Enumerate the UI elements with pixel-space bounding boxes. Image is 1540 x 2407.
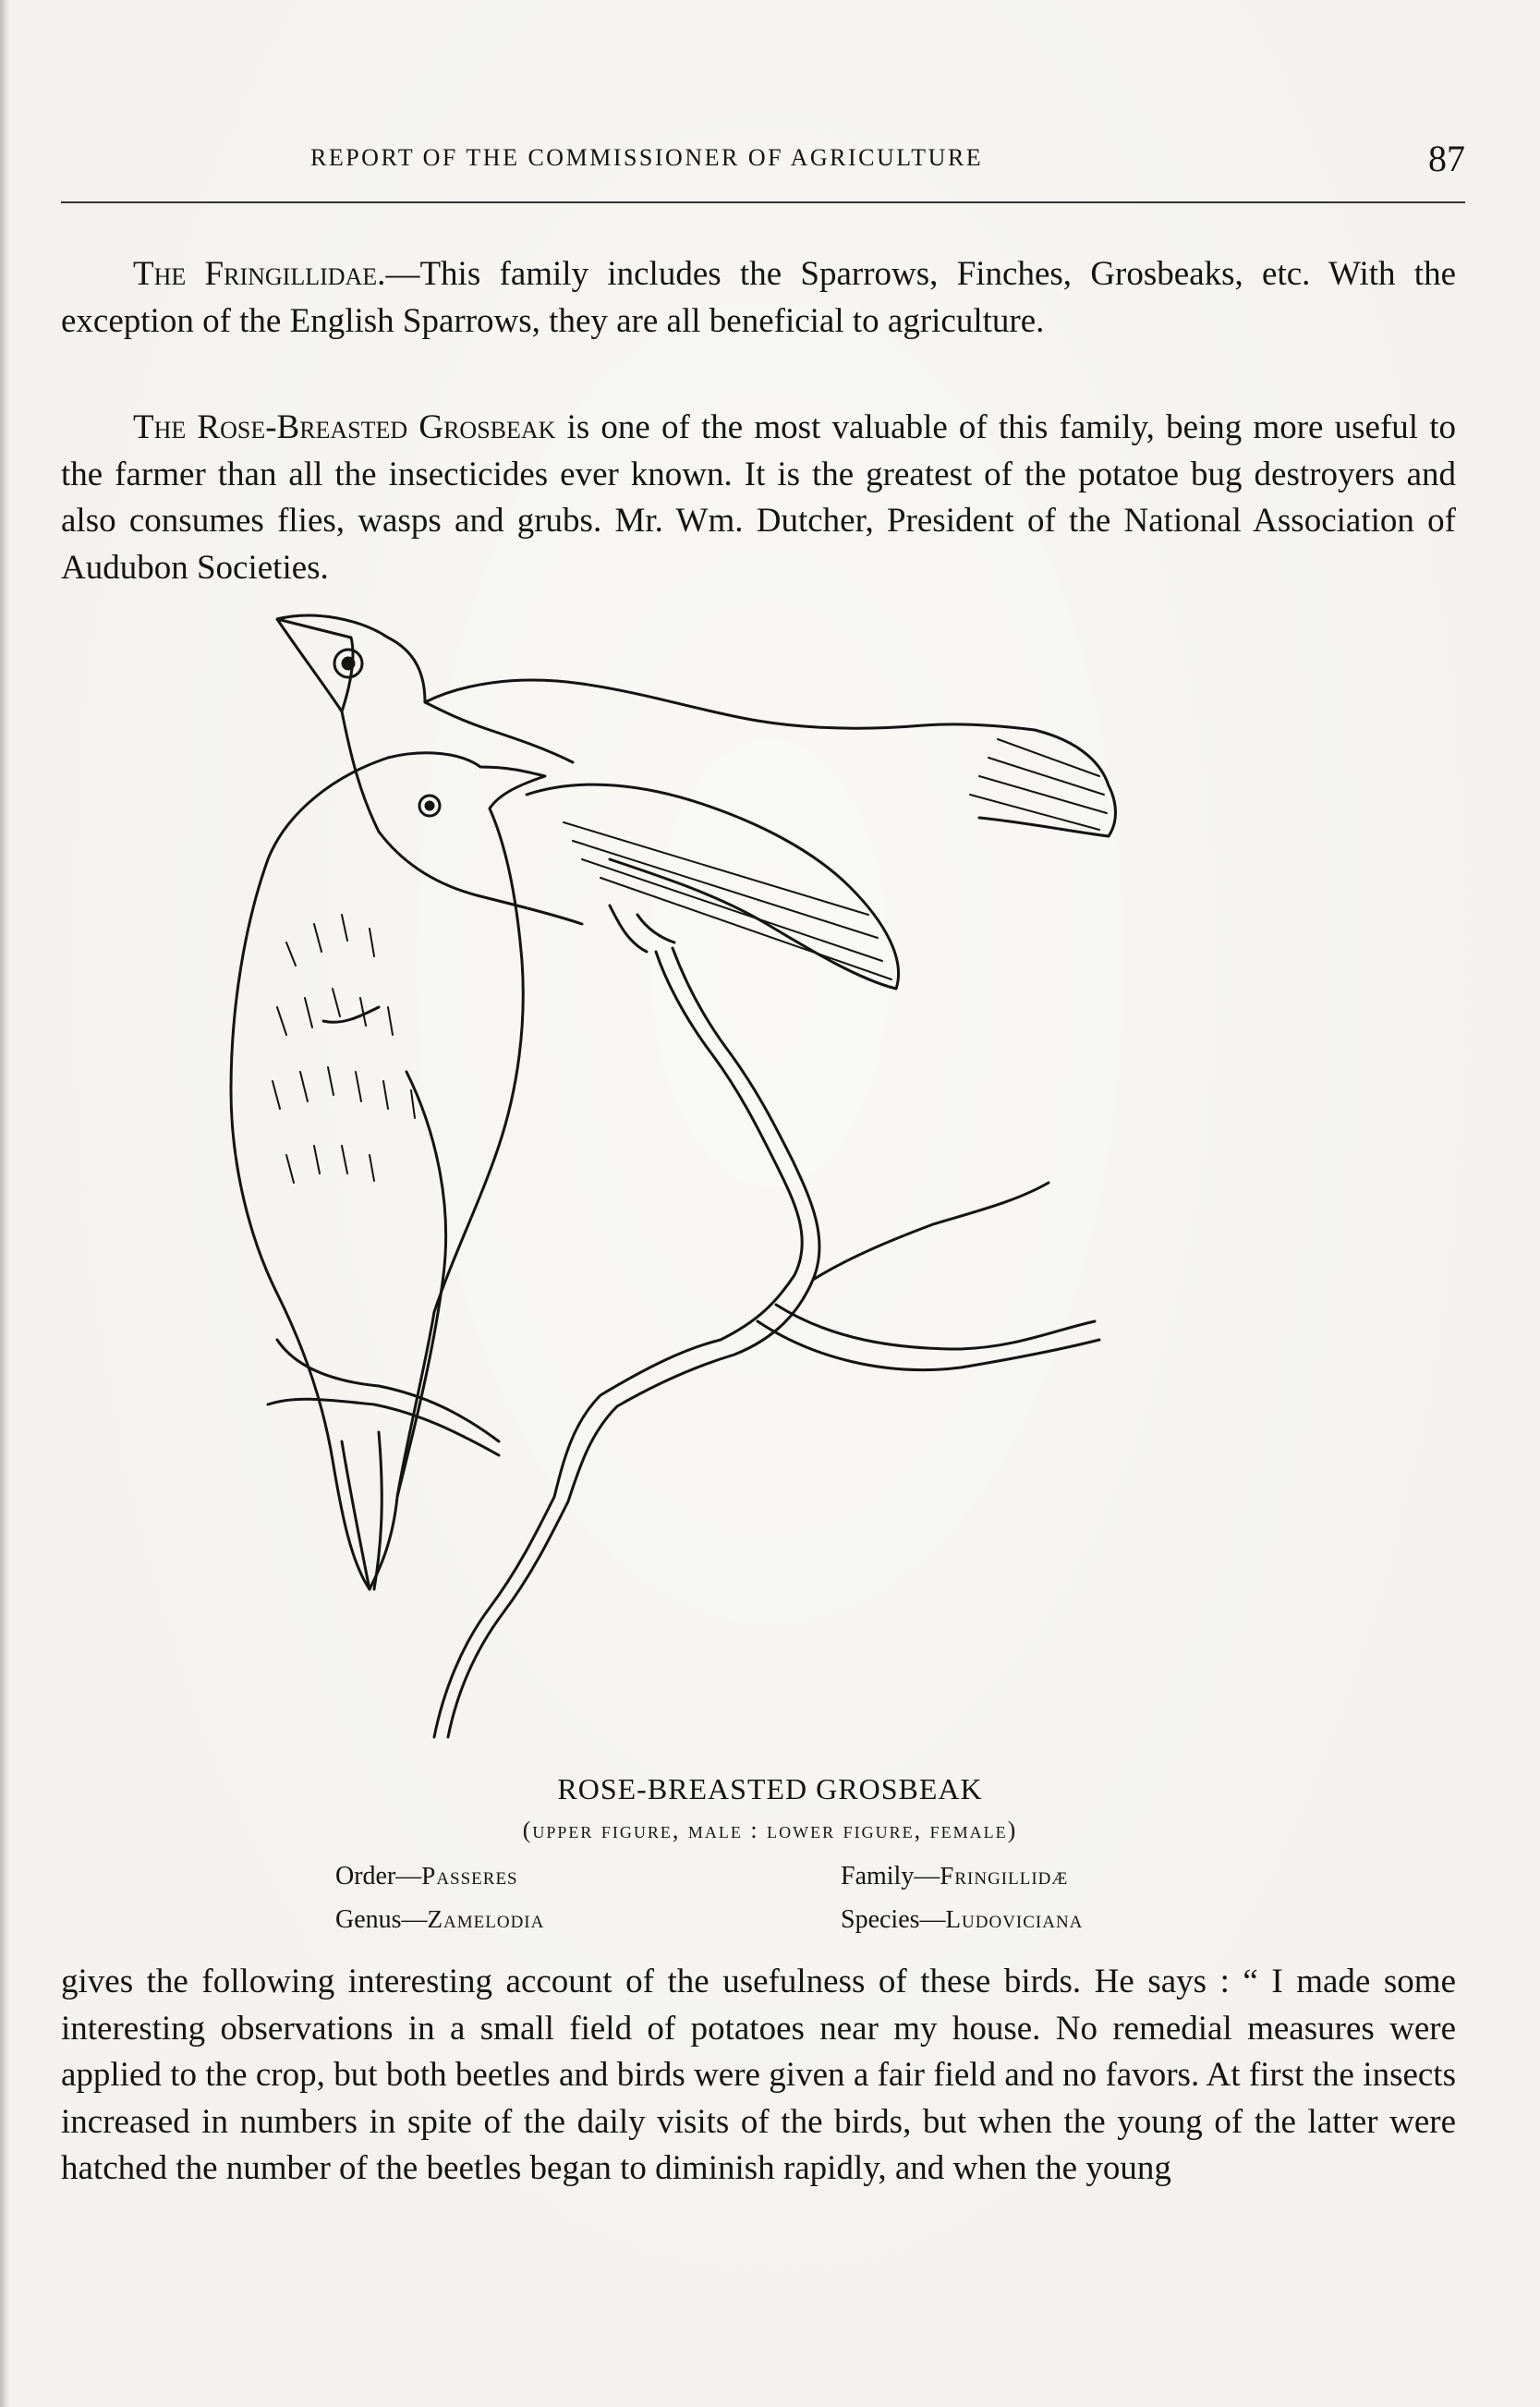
caption-paren-open: ( xyxy=(522,1817,533,1843)
taxonomy-species xyxy=(841,1905,1083,1935)
taxonomy-label: Species— xyxy=(841,1905,946,1934)
male-bird-tail xyxy=(979,730,1116,836)
caption-subtitle-text: upper figure, male : lower figure, female xyxy=(532,1817,1008,1843)
grosbeak-illustration xyxy=(166,610,1349,1746)
figure-caption-subtitle xyxy=(0,1817,1540,1844)
taxonomy-value: Fringillidæ xyxy=(940,1862,1069,1890)
page-number: 87 xyxy=(1428,138,1465,179)
twig xyxy=(277,1340,499,1441)
taxonomy-value: Zamelodia xyxy=(427,1905,545,1933)
paragraph-grosbeak xyxy=(61,405,1456,591)
taxonomy-genus xyxy=(335,1905,544,1935)
taxonomy-family xyxy=(841,1862,1068,1891)
male-bird-foot xyxy=(610,906,674,952)
male-bird-wing-feathers xyxy=(564,822,891,979)
paragraph-dutcher-account: gives the following interesting account of the usefulness of these birds. He says : “ I made some interesting observations in a small field of potatoes near my house. No remedial measures were applied to the crop, but both beetles and birds were given a fair field and no favors. At first the insects increased in numbers in spite of the daily visits of the birds, but when the young of the latter were hatched the number of the beetles began to diminish rapidly, and when the young xyxy=(61,1963,1456,2187)
paragraph-body: is one of the most valuable of this family, being more useful to the farmer than all the insecticides ever known. It is the greatest of the potatoe bug destroyers and also consumes flies, wasps and grubs. Mr. Wm. Dutcher, President of the National Association of Audubon Societies. xyxy=(61,408,1456,587)
branch xyxy=(776,1305,1095,1349)
birds-on-branch-drawing xyxy=(166,610,1349,1746)
twig xyxy=(323,1007,379,1022)
branch xyxy=(448,948,819,1737)
paragraph-lead: The Fringillidae. xyxy=(133,255,386,293)
caption-paren-close: ) xyxy=(1007,1817,1018,1843)
twig xyxy=(268,1399,499,1455)
male-bird-breast xyxy=(342,711,582,924)
paragraph-body: —This family includes the Sparrows, Finches, Grosbeaks, etc. With the exception of the English Sparrows, they are all beneficial to agriculture. xyxy=(61,255,1457,340)
branch xyxy=(434,952,802,1737)
female-bird-tail xyxy=(342,1432,382,1589)
branch xyxy=(813,1183,1049,1280)
header-rule xyxy=(61,201,1465,203)
page-edge-shadow xyxy=(0,0,9,2407)
taxonomy-label: Genus— xyxy=(335,1905,428,1934)
female-bird-body xyxy=(231,753,545,1589)
male-bird-wing xyxy=(527,784,899,989)
male-bird-head xyxy=(277,615,573,762)
taxonomy-label: Order— xyxy=(335,1862,422,1890)
figure-caption-title: ROSE-BREASTED GROSBEAK xyxy=(557,1772,983,1805)
taxonomy-order xyxy=(335,1862,518,1891)
branch xyxy=(758,1321,1099,1370)
male-bird-back xyxy=(425,680,1035,730)
running-head xyxy=(61,137,1465,183)
female-bird-streaks xyxy=(273,915,415,1183)
paragraph-lead: The Rose-Breasted Grosbeak xyxy=(133,408,556,446)
taxonomy-value: Passeres xyxy=(421,1862,518,1890)
taxonomy-label: Family— xyxy=(841,1862,940,1890)
taxonomy-value: Ludoviciana xyxy=(945,1905,1084,1933)
running-title: REPORT OF THE COMMISSIONER OF AGRICULTURE xyxy=(310,144,984,171)
male-bird-beak xyxy=(277,619,353,711)
paragraph-fringillidae xyxy=(61,251,1456,345)
female-bird-wing xyxy=(397,1072,446,1497)
